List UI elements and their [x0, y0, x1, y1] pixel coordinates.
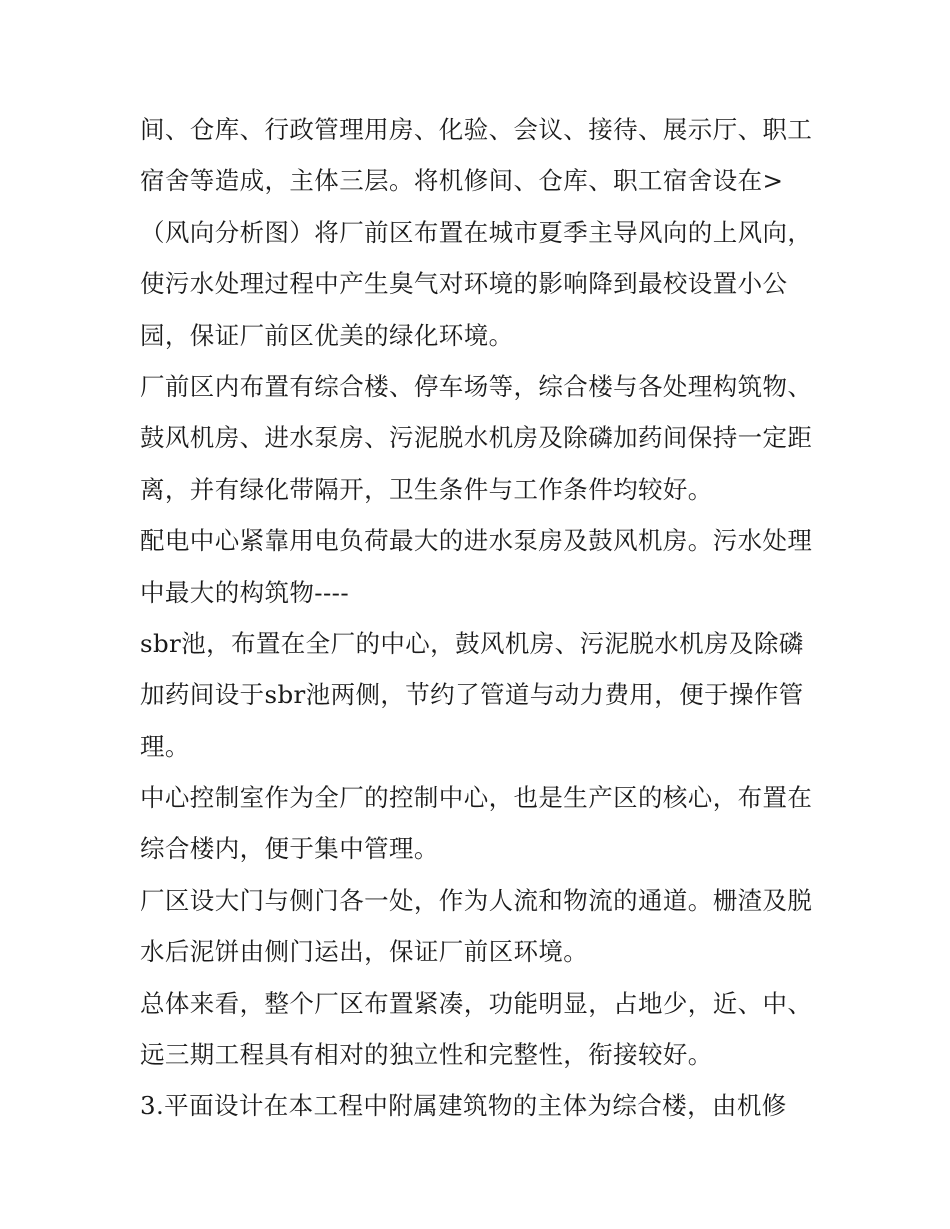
- text-line: 中心控制室作为全厂的控制中心，也是生产区的核心，布置在: [140, 783, 813, 813]
- text-line: 理。: [140, 731, 190, 761]
- text-line: 宿舍等造成，主体三层。将机修间、仓库、职工宿舍设在>: [140, 166, 784, 196]
- text-line: 离，并有绿化带隔开，卫生条件与工作条件均较好。: [140, 474, 713, 504]
- text-line: 使污水处理过程中产生臭气对环境的影响降到最校设置小公: [140, 269, 788, 299]
- text-line: 3.平面设计在本工程中附属建筑物的主体为综合楼，由机修: [140, 1091, 787, 1121]
- text-line: 园，保证厂前区优美的绿化环境。: [140, 320, 514, 350]
- document-body: [140, 104, 820, 1132]
- text-line: 厂区设大门与侧门各一处，作为人流和物流的通道。栅渣及脱: [140, 885, 813, 915]
- text-line: sbr池，布置在全厂的中心，鼓风机房、污泥脱水机房及除磷: [140, 628, 804, 658]
- text-line: 加药间设于sbr池两侧，节约了管道与动力费用，便于操作管: [140, 680, 804, 710]
- text-line: 水后泥饼由侧门运出，保证厂前区环境。: [140, 937, 589, 967]
- text-line: 鼓风机房、进水泵房、污泥脱水机房及除磷加药间保持一定距: [140, 423, 813, 453]
- text-line: 综合楼内，便于集中管理。: [140, 834, 439, 864]
- text-line: 中最大的构筑物----: [140, 577, 350, 607]
- text-line: 间、仓库、行政管理用房、化验、会议、接待、展示厅、职工: [140, 115, 813, 144]
- text-line: 配电中心紧靠用电负荷最大的进水泵房及鼓风机房。污水处理: [140, 526, 813, 556]
- text-line: 远三期工程具有相对的独立性和完整性，衔接较好。: [140, 1040, 713, 1070]
- text-line: 厂前区内布置有综合楼、停车场等，综合楼与各处理构筑物、: [140, 371, 813, 401]
- text-line: 总体来看，整个厂区布置紧凑，功能明显，占地少，近、中、: [140, 988, 813, 1018]
- text-line: （风向分析图）将厂前区布置在城市夏季主导风向的上风向，: [140, 217, 813, 247]
